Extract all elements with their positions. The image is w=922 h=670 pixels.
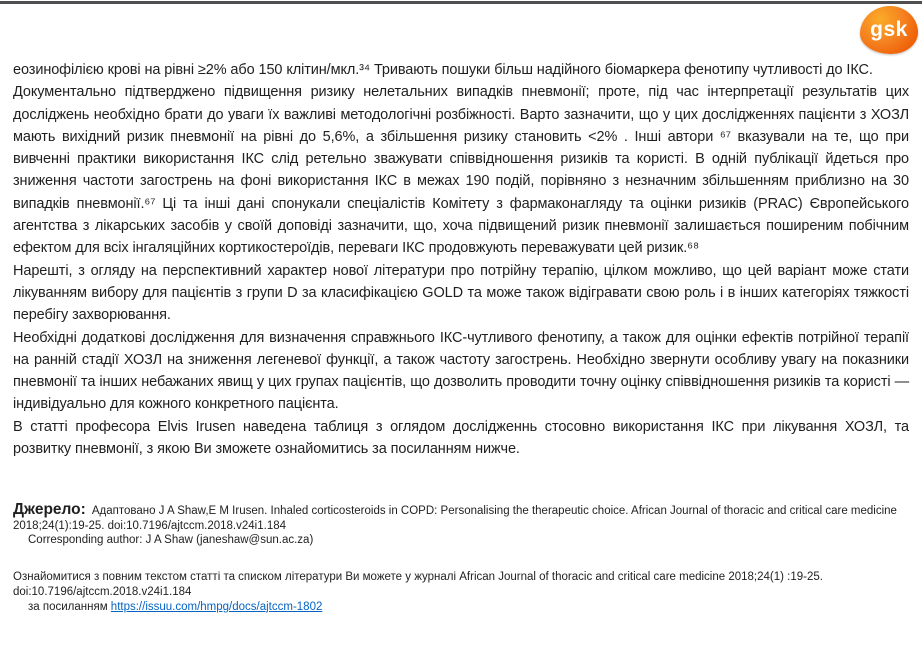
article-link[interactable]: https://issuu.com/hmpg/docs/ajtccm-1802 [110,600,323,613]
link-prefix: за посиланням [28,600,111,613]
gsk-logo [860,6,918,54]
corresponding-author-line: Corresponding author: J A Shaw (janeshaw@sun.ac.za) [28,534,314,546]
body-paragraph-pneumonia-risk: Документально підтверджено підвищення ризику нелетальних випадків пневмонії; проте, під час інтерпретації результатів цих досліджень необхідно брати до уваги їх важливі методологічні розбіжності. Варто зазначити, що у цих дослідженнях пацієнти з ХОЗЛ мають вихідний ризик пневмонії на рівні до 5,6%, а збільшення ризику становить <2% . Інші автори ⁶⁷ вказували на те, що при вивченні практики використання ІКС слід ретельно зважувати співвідношення ризиків та користі. В одній публікації йдеться про зниження частоти загострень на фоні використання ІКС в межах 190 подій, порівняно з незначним збільшенням приблизно на 30 випадків пневмонії.⁶⁷ Ці та інші дані спонукали спеціалістів Комітету з фармаконагляду та оцінки ризиків (PRAC) Європейського агентства з лікарських засобів у своїй доповіді зазначити, що, хоча підвищений ризик пневмонії залишається поширеним побічним ефектом для всіх інгаляційних кортикостероїдів, переваги ІКС продовжують переважувати цей ризик.⁶⁸ [13,84,909,257]
link-line [13,600,909,615]
body-paragraph-further-research: Необхідні додаткові дослідження для визначення справжнього ІКС-чутливого фенотипу, а також для оцінки ефектів потрійної терапії на ранній стадії ХОЗЛ на зниження легеневої функції, а також частоту загострень. Необхідно звернути особливу увагу на показники пневмонії та інших небажаних явищ у цих групах пацієнтів, що дозволить проводити точну оцінку співвідношення ризиків та користі — індивідуально для кожного конкретного пацієнта. [13,329,909,413]
source-citation: Адаптовано J A Shaw,E M Irusen. Inhaled corticosteroids in COPD: Personalising the therapeutic choice. African Journal of thoracic and critical care medicine 2018;24(1):19-25. doi:10.7196/ajtccm.2018.v24i1.184 [13,505,897,532]
source-block [13,503,909,548]
body-paragraph-triple-therapy: Нарешті, з огляду на перспективний характер нової літератури про потрійну терапію, цілком можливо, що цей варіант може стати лікуванням вибору для пацієнтів з групи D за класифікацією GOLD та може також відігравати свою роль і в інших категоріях тяжкості перебігу захворювання. [13,262,909,324]
source-label: Джерело: [13,501,86,518]
top-border [0,1,922,4]
article-body [13,59,909,460]
footer-block [13,570,909,614]
body-paragraph-irusen-table: В статті професора Elvis Irusen наведена таблиця з оглядом дослідженнь стосовно використання ІКС при лікування ХОЗЛ, та розвитку пневмонії, з якою Ви зможете ознайомитись за посиланням нижче. [13,418,909,458]
body-paragraph-eosinophilia: еозинофілією крові на рівні ≥2% або 150 клітин/мкл.³⁴ Тривають пошуки більш надійного біомаркера фенотипу чутливості до ІКС. [13,62,873,78]
source-citation-line [13,503,909,533]
gsk-logo-text: gsk [870,17,908,41]
full-text-note: Ознайомитися з повним текстом статті та списком літератури Ви можете у журналі African Journal of thoracic and critical care medicine 2018;24(1) :19-25. doi:10.7196/ajtccm.2018.v24i1.184 [13,571,823,598]
